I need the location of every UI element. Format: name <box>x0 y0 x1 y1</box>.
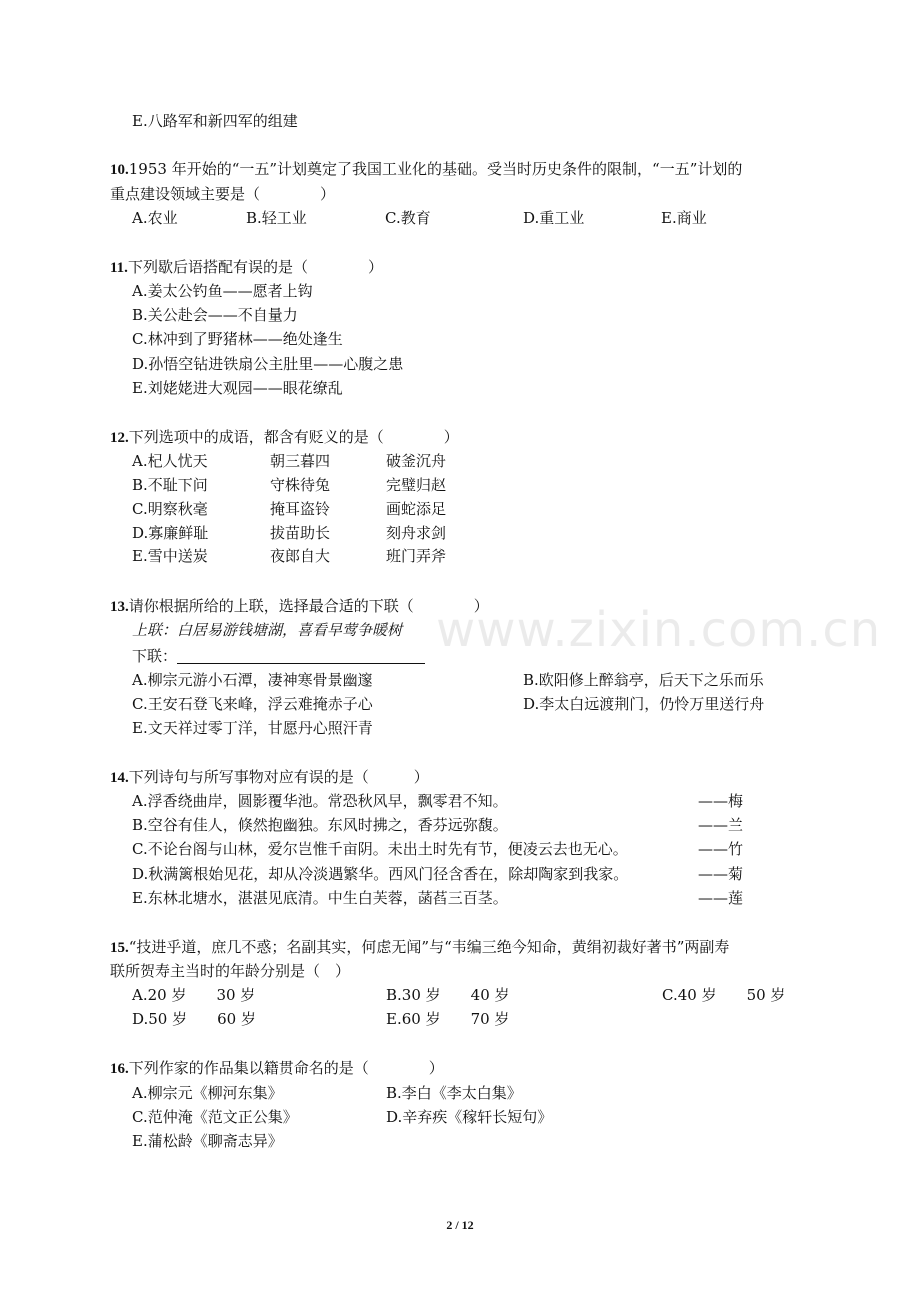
q14-option-a: A.浮香绕曲岸，圆影覆华池。常恐秋风早，飘零君不知。 <box>132 792 508 810</box>
q10-stem-line2: 重点建设领域主要是（ ） <box>110 185 336 203</box>
q15-stem-line2: 联所贺寿主当时的年龄分别是（ ） <box>110 962 351 980</box>
page-number: 2 / 12 <box>446 1218 474 1232</box>
q15-stem-line1 <box>110 937 729 958</box>
q11-option-d: D.孙悟空钻进铁扇公主肚里——心腹之患 <box>132 355 404 373</box>
q13-option-a: A.柳宗元游小石潭，凄神寒骨景幽邃 <box>132 671 373 689</box>
q13-upper-couplet: 上联：白居易游钱塘湖，喜看早莺争暖树 <box>132 621 403 639</box>
q13-option-d: D.李太白远渡荆门，仍怜万里送行舟 <box>523 695 765 713</box>
q16-option-b: B.李白《李太白集》 <box>386 1084 522 1102</box>
q14-option-a-object: ——梅 <box>698 792 744 810</box>
q14-option-d-object: ——菊 <box>698 865 744 883</box>
q15-stem-text1: “技进乎道，庶几不惑；名副其实，何虑无闻”与“韦编三绝今知命，黄绢初裁好著书”两副寿 <box>128 938 730 956</box>
q14-stem <box>110 767 429 788</box>
q12-row-e-2: 夜郎自大 <box>270 547 331 565</box>
q10-option-a: A.农业 <box>132 209 178 227</box>
q12-row-b-2: 守株待兔 <box>270 476 331 494</box>
q10-option-c: C.教育 <box>385 209 431 227</box>
q15-option-e: E.60 岁 70 岁 <box>386 1010 510 1028</box>
q15-number: 15. <box>110 940 129 956</box>
q11-option-a: A.姜太公钓鱼——愿者上钩 <box>132 282 313 300</box>
q14-stem-text: 下列诗句与所写事物对应有误的是（ ） <box>128 768 429 786</box>
q16-option-c: C.范仲淹《范文正公集》 <box>132 1108 298 1126</box>
q12-row-a-3: 破釜沉舟 <box>386 452 447 470</box>
q12-row-e-3: 班门弄斧 <box>386 547 447 565</box>
q11-option-c: C.林冲到了野猪林——绝处逢生 <box>132 330 343 348</box>
q12-row-b-3: 完璧归赵 <box>386 476 447 494</box>
q13-lower-couplet <box>132 646 425 666</box>
q13-option-c: C.王安石登飞来峰，浮云难掩赤子心 <box>132 695 373 713</box>
q12-row-d-2: 拔苗助长 <box>270 524 331 542</box>
q13-number: 13. <box>110 599 129 615</box>
q15-option-c: C.40 岁 50 岁 <box>662 986 786 1004</box>
q12-row-a-1: A.杞人忧天 <box>132 452 208 470</box>
q14-option-e-object: ——莲 <box>698 889 744 907</box>
q14-option-b: B.空谷有佳人，倏然抱幽独。东风时拂之，香芬远弥馥。 <box>132 816 508 834</box>
q16-option-e: E.蒲松龄《聊斋志异》 <box>132 1132 283 1150</box>
q12-row-c-2: 掩耳盗铃 <box>270 500 331 518</box>
q12-row-c-3: 画蛇添足 <box>386 500 447 518</box>
q15-option-a: A.20 岁 30 岁 <box>132 986 256 1004</box>
q16-stem <box>110 1058 444 1079</box>
q11-option-b: B.关公赴会——不自量力 <box>132 306 298 324</box>
q12-row-c-1: C.明察秋毫 <box>132 500 208 518</box>
q14-option-d: D.秋满篱根始见花，却从冷淡遇繁华。西风门径含香在，除却陶家到我家。 <box>132 865 629 883</box>
q12-stem <box>110 427 459 448</box>
q14-option-c-object: ——竹 <box>698 840 744 858</box>
q10-stem-line1 <box>110 159 742 180</box>
q16-option-d: D.辛弃疾《稼轩长短句》 <box>386 1108 553 1126</box>
q12-row-d-3: 刻舟求剑 <box>386 524 447 542</box>
q12-number: 12. <box>110 430 129 446</box>
q11-option-e: E.刘姥姥进大观园——眼花缭乱 <box>132 379 343 397</box>
q16-stem-text: 下列作家的作品集以籍贯命名的是（ ） <box>128 1059 444 1077</box>
q13-option-b: B.欧阳修上醉翁亭，后天下之乐而乐 <box>523 671 764 689</box>
q15-option-b: B.30 岁 40 岁 <box>386 986 510 1004</box>
q9-option-e: E.八路军和新四军的组建 <box>132 112 298 130</box>
q14-number: 14. <box>110 770 129 786</box>
q13-answer-blank <box>177 647 425 664</box>
q10-number: 10. <box>110 162 129 178</box>
q12-stem-text: 下列选项中的成语，都含有贬义的是（ ） <box>128 428 459 446</box>
q16-option-a: A.柳宗元《柳河东集》 <box>132 1084 283 1102</box>
q14-option-c: C.不论台阁与山林，爱尔岂惟千亩阴。未出土时先有节，便凌云去也无心。 <box>132 840 628 858</box>
q16-number: 16. <box>110 1061 129 1077</box>
q13-stem <box>110 596 489 617</box>
q10-stem-text1: 1953 年开始的“一五”计划奠定了我国工业化的基础。受当时历史条件的限制，“一五”计划的 <box>128 160 743 178</box>
q11-stem-text: 下列歇后语搭配有误的是（ ） <box>127 258 383 276</box>
q12-row-b-1: B.不耻下问 <box>132 476 208 494</box>
q11-stem <box>110 257 383 278</box>
q13-option-e: E.文天祥过零丁洋，甘愿丹心照汗青 <box>132 719 373 737</box>
q11-number: 11. <box>110 260 128 276</box>
q12-row-d-1: D.寡廉鲜耻 <box>132 524 209 542</box>
q12-row-e-1: E.雪中送炭 <box>132 547 208 565</box>
q10-option-b: B.轻工业 <box>246 209 307 227</box>
q14-option-b-object: ——兰 <box>698 816 744 834</box>
q13-lower-label: 下联： <box>132 647 178 665</box>
q10-option-e: E.商业 <box>661 209 707 227</box>
q15-option-d: D.50 岁 60 岁 <box>132 1010 256 1028</box>
q10-option-d: D.重工业 <box>523 209 585 227</box>
q14-option-e: E.东林北塘水，湛湛见底清。中生白芙蓉，菡萏三百茎。 <box>132 889 508 907</box>
q12-row-a-2: 朝三暮四 <box>270 452 331 470</box>
q13-stem-text: 请你根据所给的上联，选择最合适的下联（ ） <box>128 597 489 615</box>
watermark: www.zixin.com.cn <box>436 602 882 658</box>
